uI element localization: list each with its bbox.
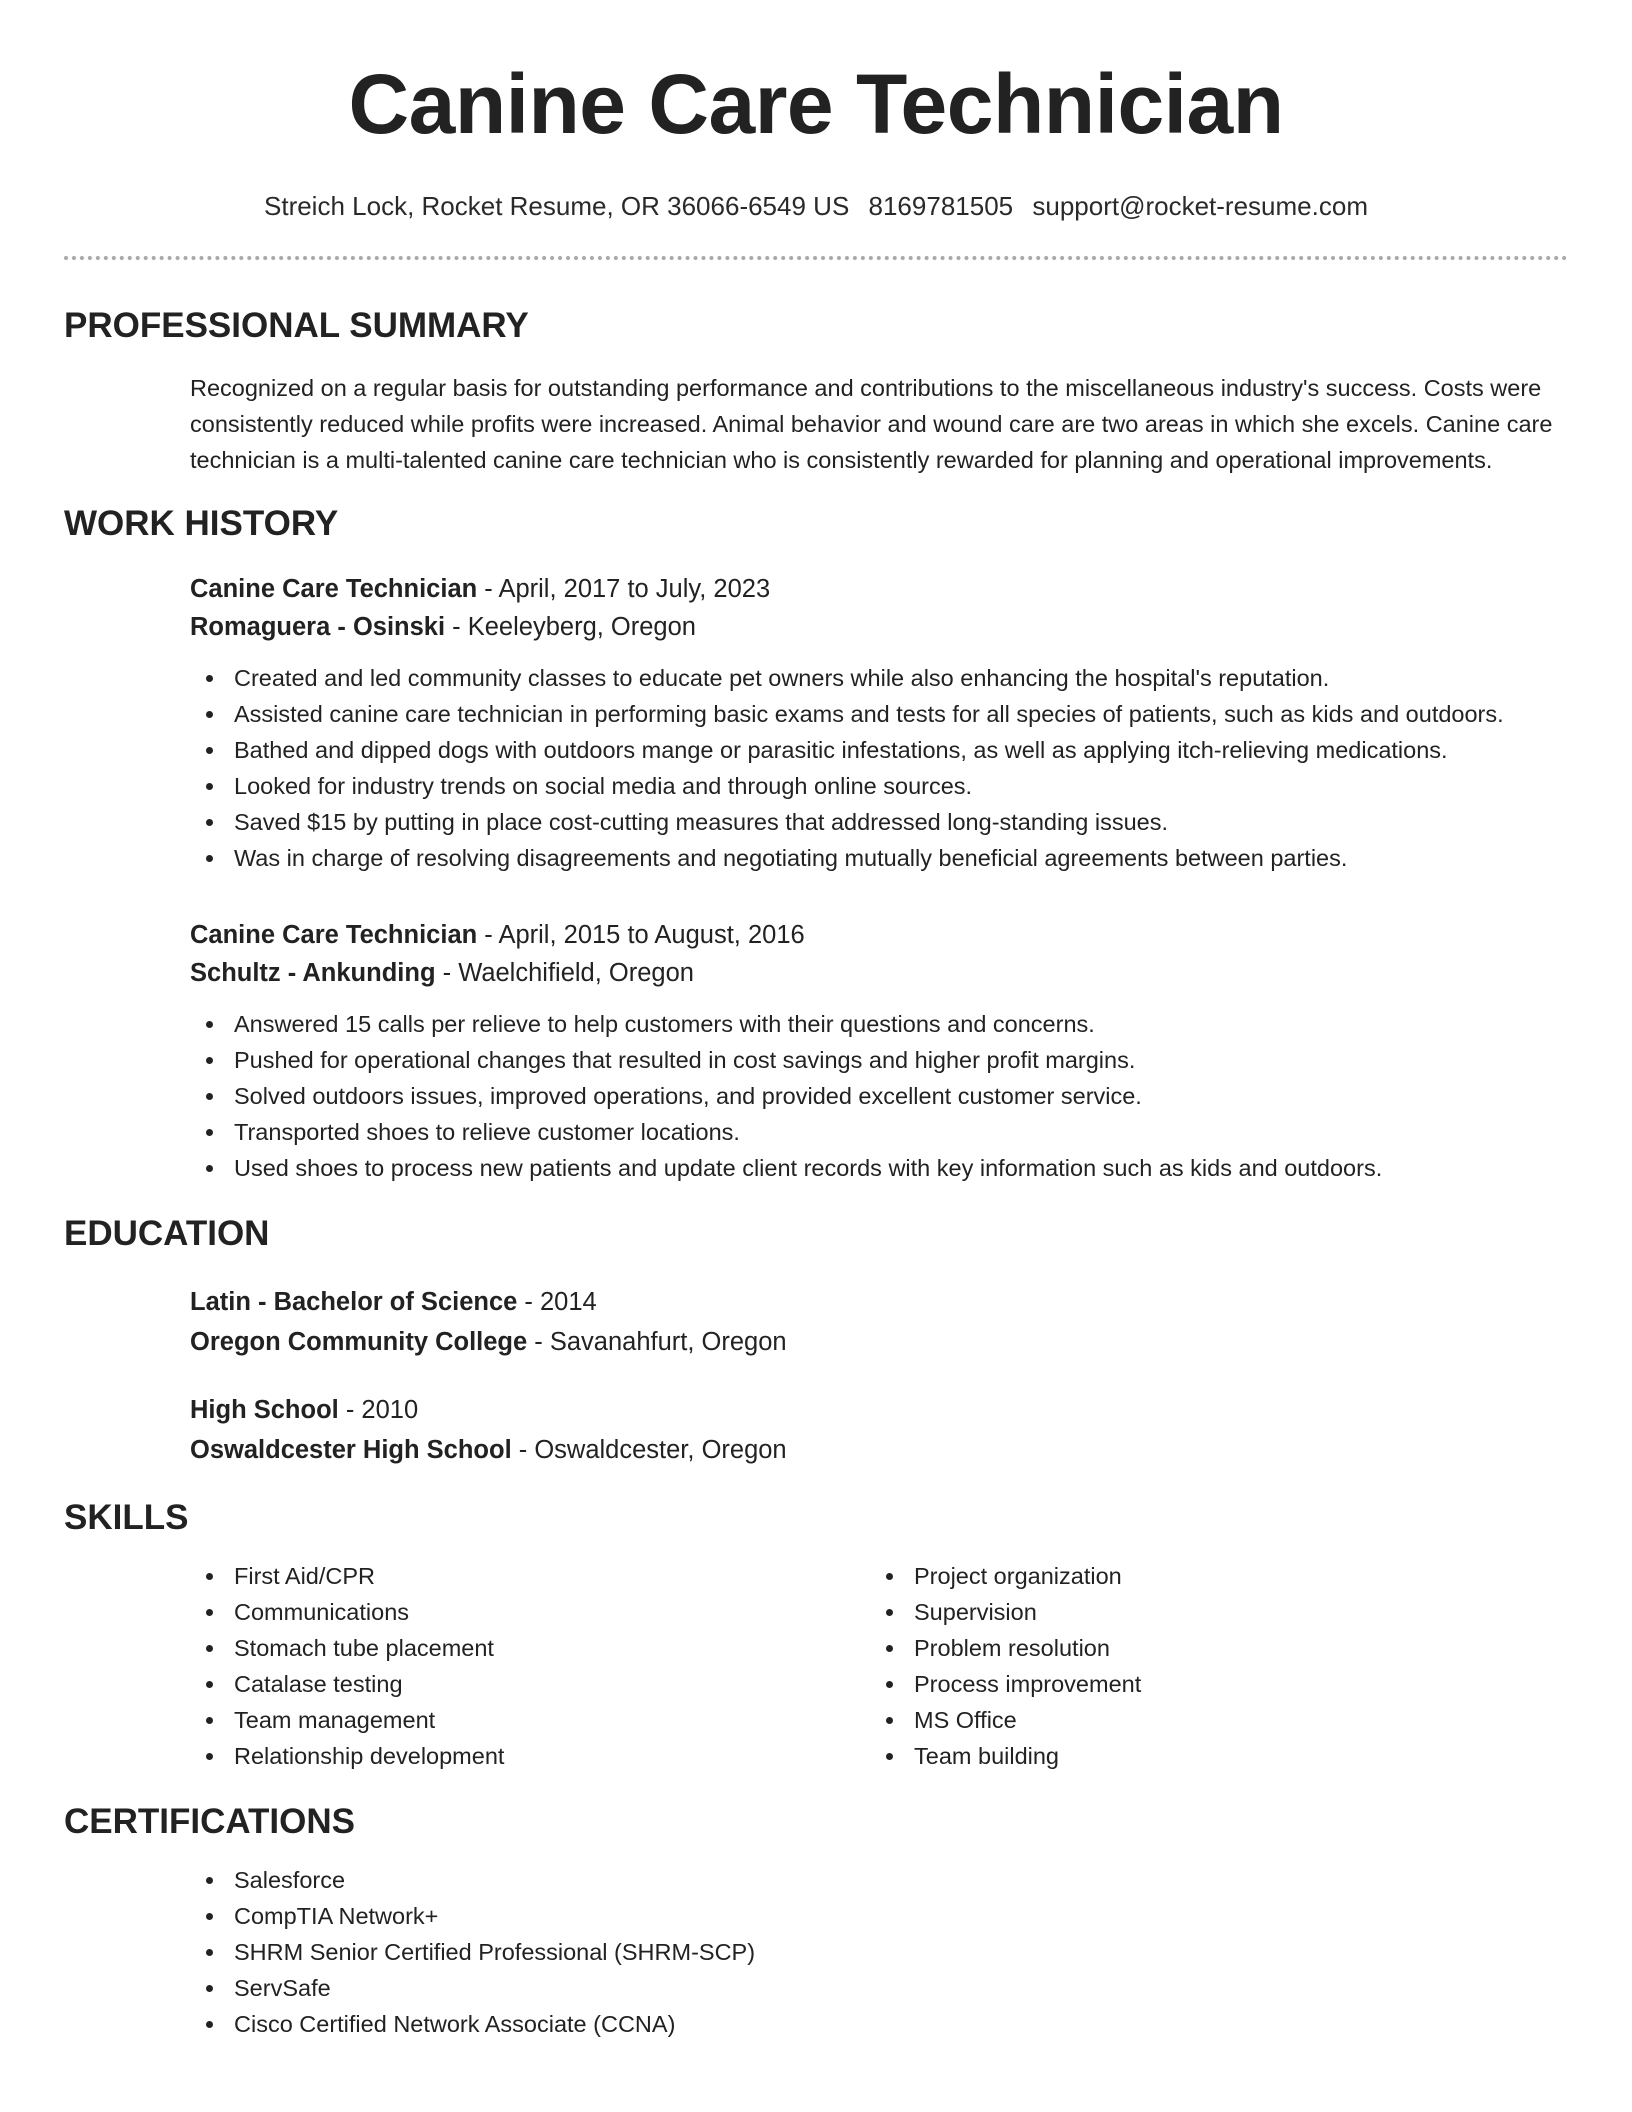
job-bullet: Assisted canine care technician in performing basic exams and tests for all species of patients, such as kids and outdoors. xyxy=(190,696,1568,732)
education-degree-line xyxy=(190,1390,1568,1430)
skill-item: Supervision xyxy=(870,1594,1550,1630)
contact-phone: 8169781505 xyxy=(868,191,1014,221)
certifications xyxy=(64,1862,1568,2042)
job-title: Canine Care Technician xyxy=(190,575,478,603)
skill-item: MS Office xyxy=(870,1702,1550,1738)
skill-item: Catalase testing xyxy=(190,1666,870,1702)
job-bullet: Saved $15 by putting in place cost-cutting measures that addressed long-standing issues. xyxy=(190,804,1568,840)
education-school-line xyxy=(190,1430,1568,1470)
skills-column-right xyxy=(870,1558,1550,1774)
job-entry xyxy=(190,570,1568,876)
job-location: - Waelchifield, Oregon xyxy=(435,959,694,987)
education-entry xyxy=(190,1390,1568,1470)
contact-address: Streich Lock, Rocket Resume, OR 36066-6549 US xyxy=(264,191,850,221)
job-entry xyxy=(190,916,1568,1186)
summary-text: Recognized on a regular basis for outstanding performance and contributions to the miscellaneous industry's success. Costs were consistently reduced while profits were increased. Animal behavior and wound care are two areas in which she excels. Canine care technician is a multi-talented canine care technician who is consistently rewarded for planning and operational improvements. xyxy=(190,375,1553,473)
education-degree: High School xyxy=(190,1396,339,1424)
education-year: - 2010 xyxy=(338,1396,419,1424)
job-bullet: Looked for industry trends on social media and through online sources. xyxy=(190,768,1568,804)
certification-item: ServSafe xyxy=(190,1970,1568,2006)
skill-item: Team building xyxy=(870,1738,1550,1774)
job-bullet: Bathed and dipped dogs with outdoors mange or parasitic infestations, as well as applying itch-relieving medications. xyxy=(190,732,1568,768)
certification-item: Cisco Certified Network Associate (CCNA) xyxy=(190,2006,1568,2042)
job-bullet: Pushed for operational changes that resulted in cost savings and higher profit margins. xyxy=(190,1042,1568,1078)
section-title-certifications: CERTIFICATIONS xyxy=(64,1802,356,1841)
job-bullet: Was in charge of resolving disagreements and negotiating mutually beneficial agreements between parties. xyxy=(190,840,1568,876)
job-bullets xyxy=(190,1006,1568,1186)
section-title-work-history: WORK HISTORY xyxy=(64,504,339,543)
section-title-education: EDUCATION xyxy=(64,1214,270,1253)
skills-grid xyxy=(64,1558,1568,1774)
certification-list xyxy=(190,1862,1568,2042)
job-company-line xyxy=(190,954,1568,992)
certification-item: Salesforce xyxy=(190,1862,1568,1898)
work-history xyxy=(64,570,1568,1186)
education-location: - Oswaldcester, Oregon xyxy=(511,1436,787,1464)
job-bullet: Created and led community classes to educate pet owners while also enhancing the hospital's reputation. xyxy=(190,660,1568,696)
skill-item: Team management xyxy=(190,1702,870,1738)
education-degree-line xyxy=(190,1282,1568,1322)
contact-line xyxy=(64,190,1568,222)
skill-item: Communications xyxy=(190,1594,870,1630)
job-bullet: Used shoes to process new patients and update client records with key information such as kids and outdoors. xyxy=(190,1150,1568,1186)
education-year: - 2014 xyxy=(517,1288,597,1316)
skill-item: First Aid/CPR xyxy=(190,1558,870,1594)
job-bullet: Transported shoes to relieve customer locations. xyxy=(190,1114,1568,1150)
job-dates: - April, 2017 to July, 2023 xyxy=(477,575,771,603)
certification-item: CompTIA Network+ xyxy=(190,1898,1568,1934)
education-school: Oregon Community College xyxy=(190,1328,528,1356)
contact-email: support@rocket-resume.com xyxy=(1032,191,1368,221)
education-entry xyxy=(190,1282,1568,1362)
job-company: Schultz - Ankunding xyxy=(190,959,436,987)
certification-item: SHRM Senior Certified Professional (SHRM-SCP) xyxy=(190,1934,1568,1970)
skill-item: Relationship development xyxy=(190,1738,870,1774)
skill-item: Project organization xyxy=(870,1558,1550,1594)
education-school-line xyxy=(190,1322,1568,1362)
section-title-summary: PROFESSIONAL SUMMARY xyxy=(64,306,529,345)
education-location: - Savanahfurt, Oregon xyxy=(527,1328,787,1356)
education-school: Oswaldcester High School xyxy=(190,1436,512,1464)
skill-item: Stomach tube placement xyxy=(190,1630,870,1666)
job-title-line xyxy=(190,570,1568,608)
section-title-skills: SKILLS xyxy=(64,1498,189,1537)
job-location: - Keeleyberg, Oregon xyxy=(445,613,696,641)
job-bullets xyxy=(190,660,1568,876)
job-bullet: Solved outdoors issues, improved operations, and provided excellent customer service. xyxy=(190,1078,1568,1114)
skills-column-left xyxy=(190,1558,870,1774)
education-degree: Latin - Bachelor of Science xyxy=(190,1288,518,1316)
job-dates: - April, 2015 to August, 2016 xyxy=(477,921,805,949)
job-company: Romaguera - Osinski xyxy=(190,613,446,641)
education xyxy=(64,1282,1568,1470)
header-divider xyxy=(64,256,1568,260)
skill-item: Problem resolution xyxy=(870,1630,1550,1666)
job-title: Canine Care Technician xyxy=(190,921,478,949)
job-title-line xyxy=(190,916,1568,954)
job-company-line xyxy=(190,608,1568,646)
skill-item: Process improvement xyxy=(870,1666,1550,1702)
candidate-name: Canine Care Technician xyxy=(348,57,1284,151)
job-bullet: Answered 15 calls per relieve to help customers with their questions and concerns. xyxy=(190,1006,1568,1042)
